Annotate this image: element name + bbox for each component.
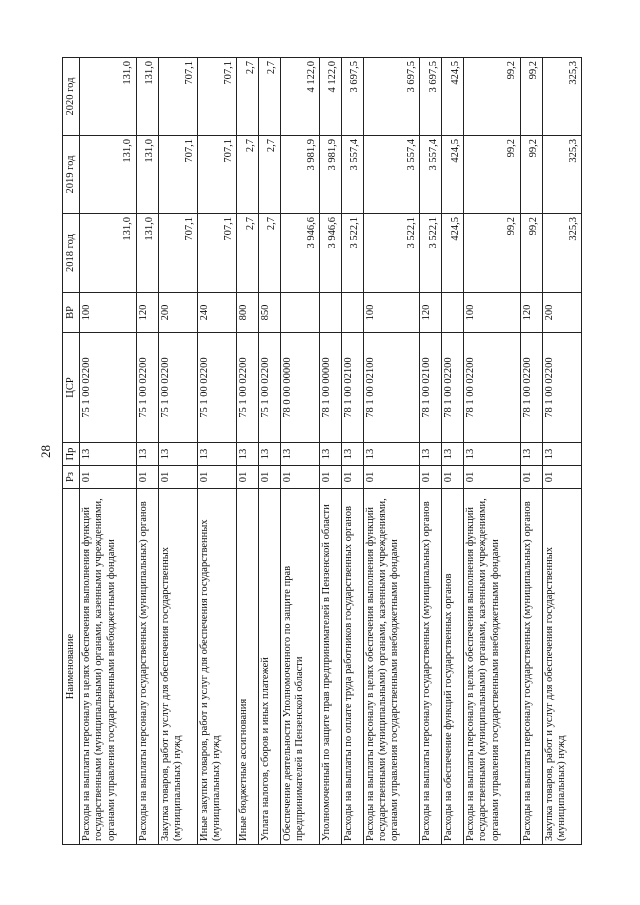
cell-2019: 2,7 xyxy=(237,136,259,214)
cell-csr: 75 1 00 02200 xyxy=(258,333,280,443)
header-vr: ВР xyxy=(63,293,80,333)
cell-2020: 3 697,5 xyxy=(363,58,420,136)
cell-csr: 78 1 00 02100 xyxy=(341,333,363,443)
cell-name: Расходы на выплаты персоналу государственных (муниципальных) органов xyxy=(520,489,542,845)
header-row xyxy=(63,58,80,845)
cell-2018: 3 522,1 xyxy=(363,214,420,293)
cell-2018: 2,7 xyxy=(258,214,280,293)
cell-2018: 3 946,6 xyxy=(280,214,319,293)
header-name: Наименование xyxy=(63,489,80,845)
table-row xyxy=(463,58,520,845)
table-row xyxy=(136,58,158,845)
cell-rz: 01 xyxy=(320,466,342,489)
rotated-content xyxy=(62,58,582,845)
cell-pr: 13 xyxy=(442,443,464,466)
cell-vr xyxy=(442,293,464,333)
cell-csr: 78 1 00 02100 xyxy=(420,333,442,443)
cell-csr: 75 1 00 02200 xyxy=(197,333,236,443)
cell-name: Расходы на выплаты персоналу государственных (муниципальных) органов xyxy=(420,489,442,845)
table-row xyxy=(280,58,319,845)
cell-vr: 200 xyxy=(542,293,582,333)
cell-csr: 75 1 00 02200 xyxy=(136,333,158,443)
cell-name: Расходы на выплаты персоналу в целях обеспечения выполнения функций государственными (муниципальными) органами, казенными учреждениями, органами управления государственными внебюджетными фондами xyxy=(463,489,520,845)
cell-rz: 01 xyxy=(158,466,197,489)
cell-pr: 13 xyxy=(463,443,520,466)
cell-name: Расходы на выплаты персоналу государственных (муниципальных) органов xyxy=(136,489,158,845)
cell-name: Уполномоченный по защите прав предпринимателей в Пензенской области xyxy=(320,489,342,845)
cell-2018: 3 946,6 xyxy=(320,214,342,293)
cell-rz: 01 xyxy=(420,466,442,489)
budget-table xyxy=(62,57,582,845)
cell-rz: 01 xyxy=(258,466,280,489)
cell-2018: 424,5 xyxy=(442,214,464,293)
cell-2020: 707,1 xyxy=(197,58,236,136)
cell-rz: 01 xyxy=(442,466,464,489)
cell-2020: 131,0 xyxy=(80,58,137,136)
cell-csr: 78 0 00 00000 xyxy=(280,333,319,443)
cell-csr: 78 1 00 02200 xyxy=(463,333,520,443)
table-row xyxy=(542,58,582,845)
cell-vr: 240 xyxy=(197,293,236,333)
cell-vr xyxy=(341,293,363,333)
cell-2019: 707,1 xyxy=(158,136,197,214)
cell-pr: 13 xyxy=(280,443,319,466)
cell-vr: 120 xyxy=(136,293,158,333)
cell-pr: 13 xyxy=(258,443,280,466)
cell-2019: 3 557,4 xyxy=(363,136,420,214)
cell-pr: 13 xyxy=(520,443,542,466)
header-2018: 2018 год xyxy=(63,214,80,293)
table-row xyxy=(80,58,137,845)
cell-vr: 100 xyxy=(80,293,137,333)
cell-2019: 424,5 xyxy=(442,136,464,214)
cell-pr: 13 xyxy=(363,443,420,466)
cell-rz: 01 xyxy=(520,466,542,489)
table-row xyxy=(237,58,259,845)
cell-csr: 78 1 00 02100 xyxy=(363,333,420,443)
cell-2020: 99,2 xyxy=(463,58,520,136)
cell-csr: 78 1 00 00000 xyxy=(320,333,342,443)
cell-2019: 99,2 xyxy=(463,136,520,214)
cell-2020: 131,0 xyxy=(136,58,158,136)
cell-vr: 100 xyxy=(363,293,420,333)
cell-pr: 13 xyxy=(80,443,137,466)
cell-pr: 13 xyxy=(320,443,342,466)
cell-pr: 13 xyxy=(197,443,236,466)
cell-2018: 3 522,1 xyxy=(420,214,442,293)
cell-2018: 707,1 xyxy=(158,214,197,293)
cell-vr: 800 xyxy=(237,293,259,333)
cell-2020: 3 697,5 xyxy=(341,58,363,136)
cell-2018: 131,0 xyxy=(80,214,137,293)
cell-2019: 3 557,4 xyxy=(420,136,442,214)
page-number: 28 xyxy=(38,445,53,458)
cell-2020: 325,3 xyxy=(542,58,582,136)
cell-rz: 01 xyxy=(341,466,363,489)
table-row xyxy=(320,58,342,845)
cell-rz: 01 xyxy=(363,466,420,489)
cell-name: Обеспечение деятельности Уполномоченного по защите прав предпринимателей в Пензенской области xyxy=(280,489,319,845)
cell-2019: 3 981,9 xyxy=(280,136,319,214)
cell-vr xyxy=(280,293,319,333)
cell-2020: 3 697,5 xyxy=(420,58,442,136)
cell-rz: 01 xyxy=(197,466,236,489)
cell-2018: 3 522,1 xyxy=(341,214,363,293)
cell-csr: 78 1 00 02200 xyxy=(542,333,582,443)
header-csr: ЦСР xyxy=(63,333,80,443)
cell-csr: 75 1 00 02200 xyxy=(80,333,137,443)
cell-pr: 13 xyxy=(158,443,197,466)
cell-2018: 2,7 xyxy=(237,214,259,293)
cell-2020: 4 122,0 xyxy=(320,58,342,136)
cell-pr: 13 xyxy=(420,443,442,466)
cell-name: Расходы на выплаты по оплате труда работников государственных органов xyxy=(341,489,363,845)
cell-2018: 707,1 xyxy=(197,214,236,293)
cell-2018: 99,2 xyxy=(463,214,520,293)
cell-pr: 13 xyxy=(341,443,363,466)
cell-name: Расходы на выплаты персоналу в целях обеспечения выполнения функций государственными (муниципальными) органами, казенными учреждениями, органами управления государственными внебюджетными фондами xyxy=(363,489,420,845)
cell-2020: 424,5 xyxy=(442,58,464,136)
cell-2020: 2,7 xyxy=(258,58,280,136)
header-2020: 2020 год xyxy=(63,58,80,136)
table-row xyxy=(158,58,197,845)
cell-vr: 200 xyxy=(158,293,197,333)
table-row xyxy=(258,58,280,845)
header-2019: 2019 год xyxy=(63,136,80,214)
cell-name: Расходы на обеспечение функций государственных органов xyxy=(442,489,464,845)
cell-rz: 01 xyxy=(136,466,158,489)
cell-rz: 01 xyxy=(280,466,319,489)
cell-2020: 2,7 xyxy=(237,58,259,136)
cell-name: Иные закупки товаров, работ и услуг для обеспечения государственных (муниципальных) нужд xyxy=(197,489,236,845)
cell-2019: 3 981,9 xyxy=(320,136,342,214)
cell-vr: 850 xyxy=(258,293,280,333)
cell-csr: 75 1 00 02200 xyxy=(237,333,259,443)
cell-2020: 99,2 xyxy=(520,58,542,136)
cell-name: Закупка товаров, работ и услуг для обеспечения государственных (муниципальных) нужд xyxy=(158,489,197,845)
cell-name: Расходы на выплаты персоналу в целях обеспечения выполнения функций государственными (муниципальными) органами, казенными учреждениями, органами управления государственными внебюджетными фондами xyxy=(80,489,137,845)
cell-2019: 325,3 xyxy=(542,136,582,214)
cell-2019: 131,0 xyxy=(136,136,158,214)
table-row xyxy=(420,58,442,845)
cell-name: Закупка товаров, работ и услуг для обеспечения государственных (муниципальных) нужд xyxy=(542,489,582,845)
cell-csr: 78 1 00 02200 xyxy=(520,333,542,443)
cell-rz: 01 xyxy=(463,466,520,489)
cell-vr: 100 xyxy=(463,293,520,333)
cell-pr: 13 xyxy=(237,443,259,466)
rotated-page xyxy=(62,58,582,845)
cell-rz: 01 xyxy=(237,466,259,489)
cell-2019: 2,7 xyxy=(258,136,280,214)
cell-2020: 707,1 xyxy=(158,58,197,136)
cell-pr: 13 xyxy=(136,443,158,466)
cell-vr: 120 xyxy=(420,293,442,333)
table-row xyxy=(197,58,236,845)
cell-csr: 78 1 00 02200 xyxy=(442,333,464,443)
table-row xyxy=(520,58,542,845)
header-pr: Пр xyxy=(63,443,80,466)
table-row xyxy=(341,58,363,845)
cell-name: Иные бюджетные ассигнования xyxy=(237,489,259,845)
cell-vr xyxy=(320,293,342,333)
cell-vr: 120 xyxy=(520,293,542,333)
cell-2019: 131,0 xyxy=(80,136,137,214)
cell-2019: 3 557,4 xyxy=(341,136,363,214)
table-row xyxy=(363,58,420,845)
cell-name: Уплата налогов, сборов и иных платежей xyxy=(258,489,280,845)
header-rz: Рз xyxy=(63,466,80,489)
cell-2018: 325,3 xyxy=(542,214,582,293)
cell-2018: 131,0 xyxy=(136,214,158,293)
cell-pr: 13 xyxy=(542,443,582,466)
cell-2019: 707,1 xyxy=(197,136,236,214)
cell-csr: 75 1 00 02200 xyxy=(158,333,197,443)
table-row xyxy=(442,58,464,845)
cell-2019: 99,2 xyxy=(520,136,542,214)
cell-rz: 01 xyxy=(542,466,582,489)
cell-rz: 01 xyxy=(80,466,137,489)
cell-2020: 4 122,0 xyxy=(280,58,319,136)
cell-2018: 99,2 xyxy=(520,214,542,293)
